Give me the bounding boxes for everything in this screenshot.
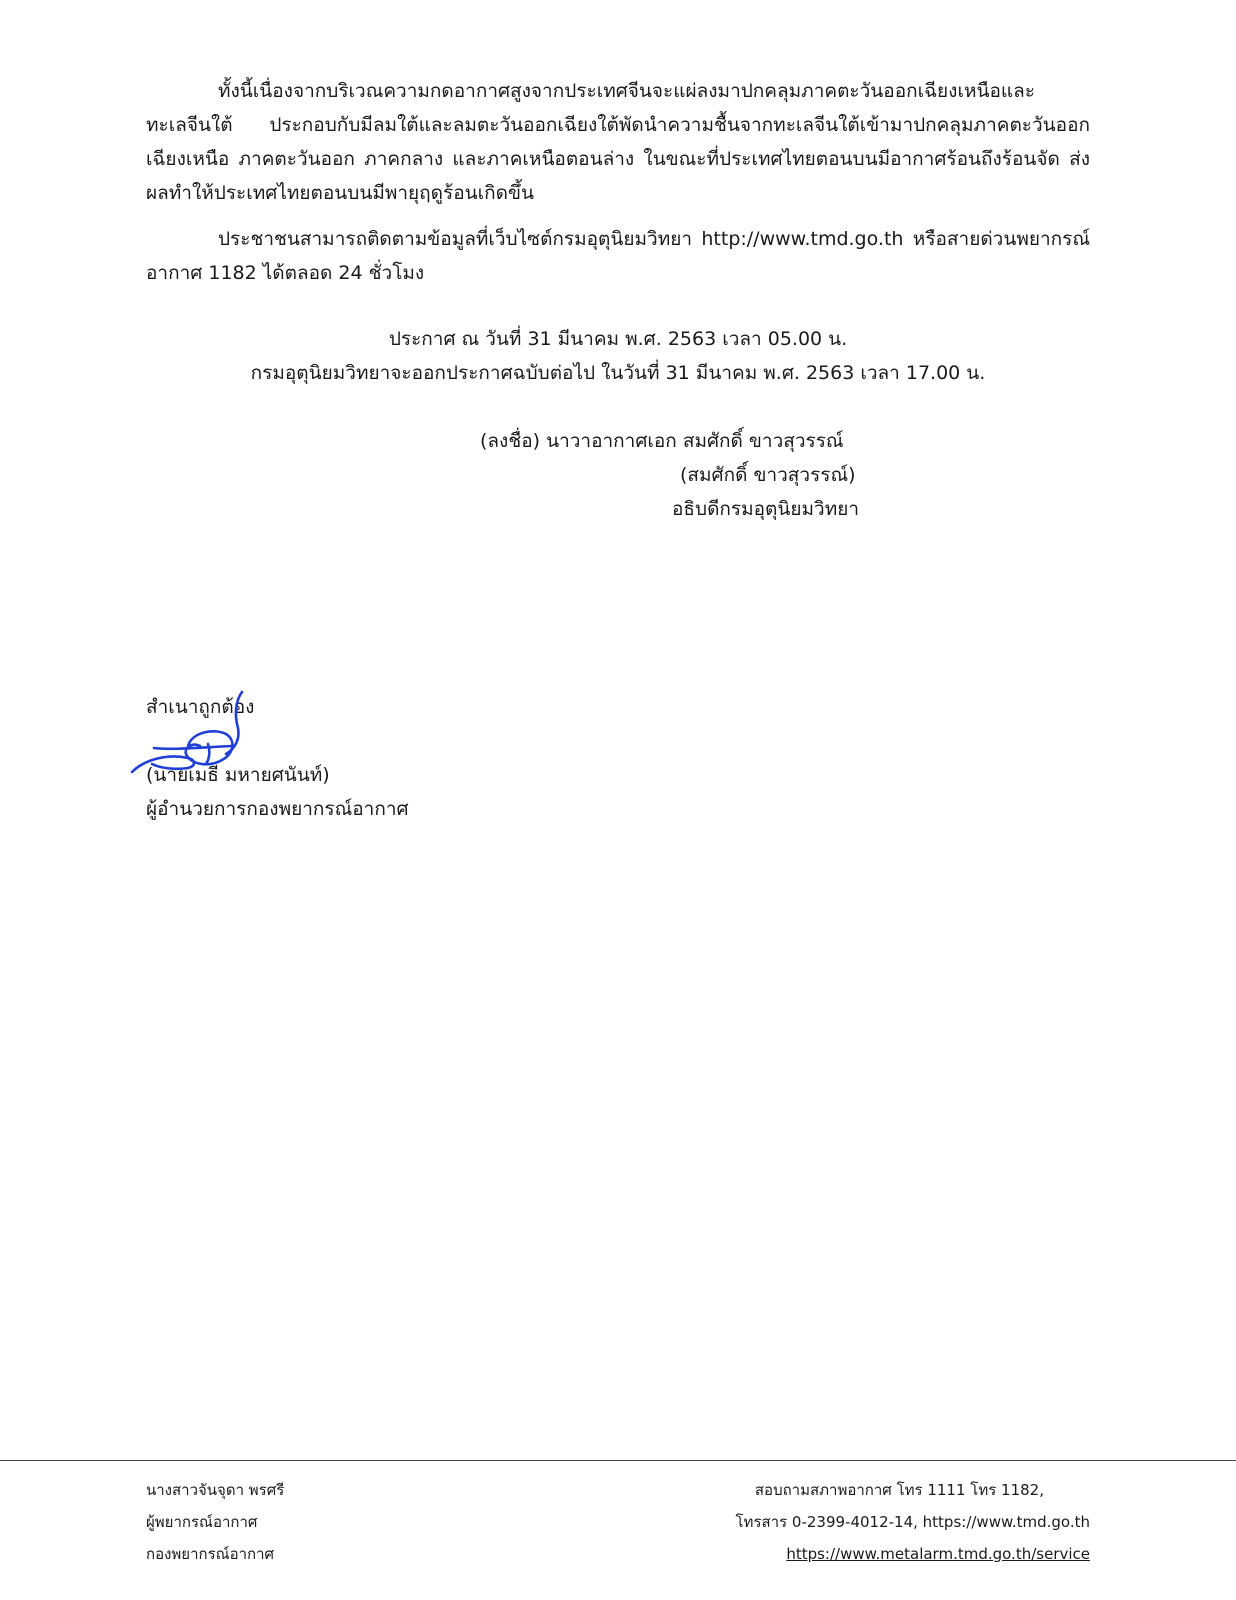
footer-divider — [0, 1460, 1236, 1461]
announcement-issued: ประกาศ ณ วันที่ 31 มีนาคม พ.ศ. 2563 เวลา 05.00 น. — [388, 328, 848, 350]
announcement-next: กรมอุตุนิยมวิทยาจะออกประกาศฉบับต่อไป ในวันที่ 31 มีนาคม พ.ศ. 2563 เวลา 17.00 น. — [250, 362, 986, 384]
footer-contact-fax: โทรสาร 0-2399-4012-14, https://www.tmd.go.th — [735, 1513, 1090, 1531]
body-paragraph-2: ประชาชนสามารถติดตามข้อมูลที่เว็บไซต์กรมอุตุนิยมวิทยา http://www.tmd.go.th หรือสายด่วนพยากรณ์อากาศ 1182 ได้ตลอด 24 ชั่วโมง — [146, 228, 1090, 284]
signatory-signed: (ลงชื่อ) นาวาอากาศเอก สมศักดิ์ ขาวสุวรรณ์ — [480, 430, 844, 452]
footer-service-link[interactable]: https://www.metalarm.tmd.go.th/service — [786, 1545, 1090, 1563]
certified-name: (นายเมธี มหายศนันท์) — [146, 764, 330, 786]
body-paragraph-1-block — [146, 74, 1090, 210]
footer-forecaster-name: นางสาวจันจุดา พรศรี — [146, 1481, 285, 1499]
signatory-title: อธิบดีกรมอุตุนิยมวิทยา — [672, 498, 860, 520]
certified-label: สำเนาถูกต้อง — [146, 696, 255, 718]
signatory-name: (สมศักดิ์ ขาวสุวรรณ์) — [680, 464, 856, 486]
body-paragraph-1: ทั้งนี้เนื่องจากบริเวณความกดอากาศสูงจากประเทศจีนจะแผ่ลงมาปกคลุมภาคตะวันออกเฉียงเหนือและทะเลจีนใต้ ประกอบกับมีลมใต้และลมตะวันออกเฉียงใต้พัดนำความชื้นจากทะเลจีนใต้เข้ามาปกคลุมภาคตะวันออกเฉียงเหนือ ภาคตะวันออก ภาคกลาง และภาคเหนือตอนล่าง ในขณะที่ประเทศไทยตอนบนมีอากาศร้อนถึงร้อนจัด ส่งผลทำให้ประเทศไทยตอนบนมีพายุฤดูร้อนเกิดขึ้น — [146, 80, 1090, 204]
body-paragraph-2-block — [146, 222, 1090, 290]
footer-forecaster-role: ผู้พยากรณ์อากาศ — [146, 1513, 258, 1531]
footer-contact-phone: สอบถามสภาพอากาศ โทร 1111 โทร 1182, — [754, 1481, 1044, 1499]
footer-forecaster-division: กองพยากรณ์อากาศ — [146, 1545, 275, 1563]
certified-title: ผู้อำนวยการกองพยากรณ์อากาศ — [146, 798, 409, 820]
